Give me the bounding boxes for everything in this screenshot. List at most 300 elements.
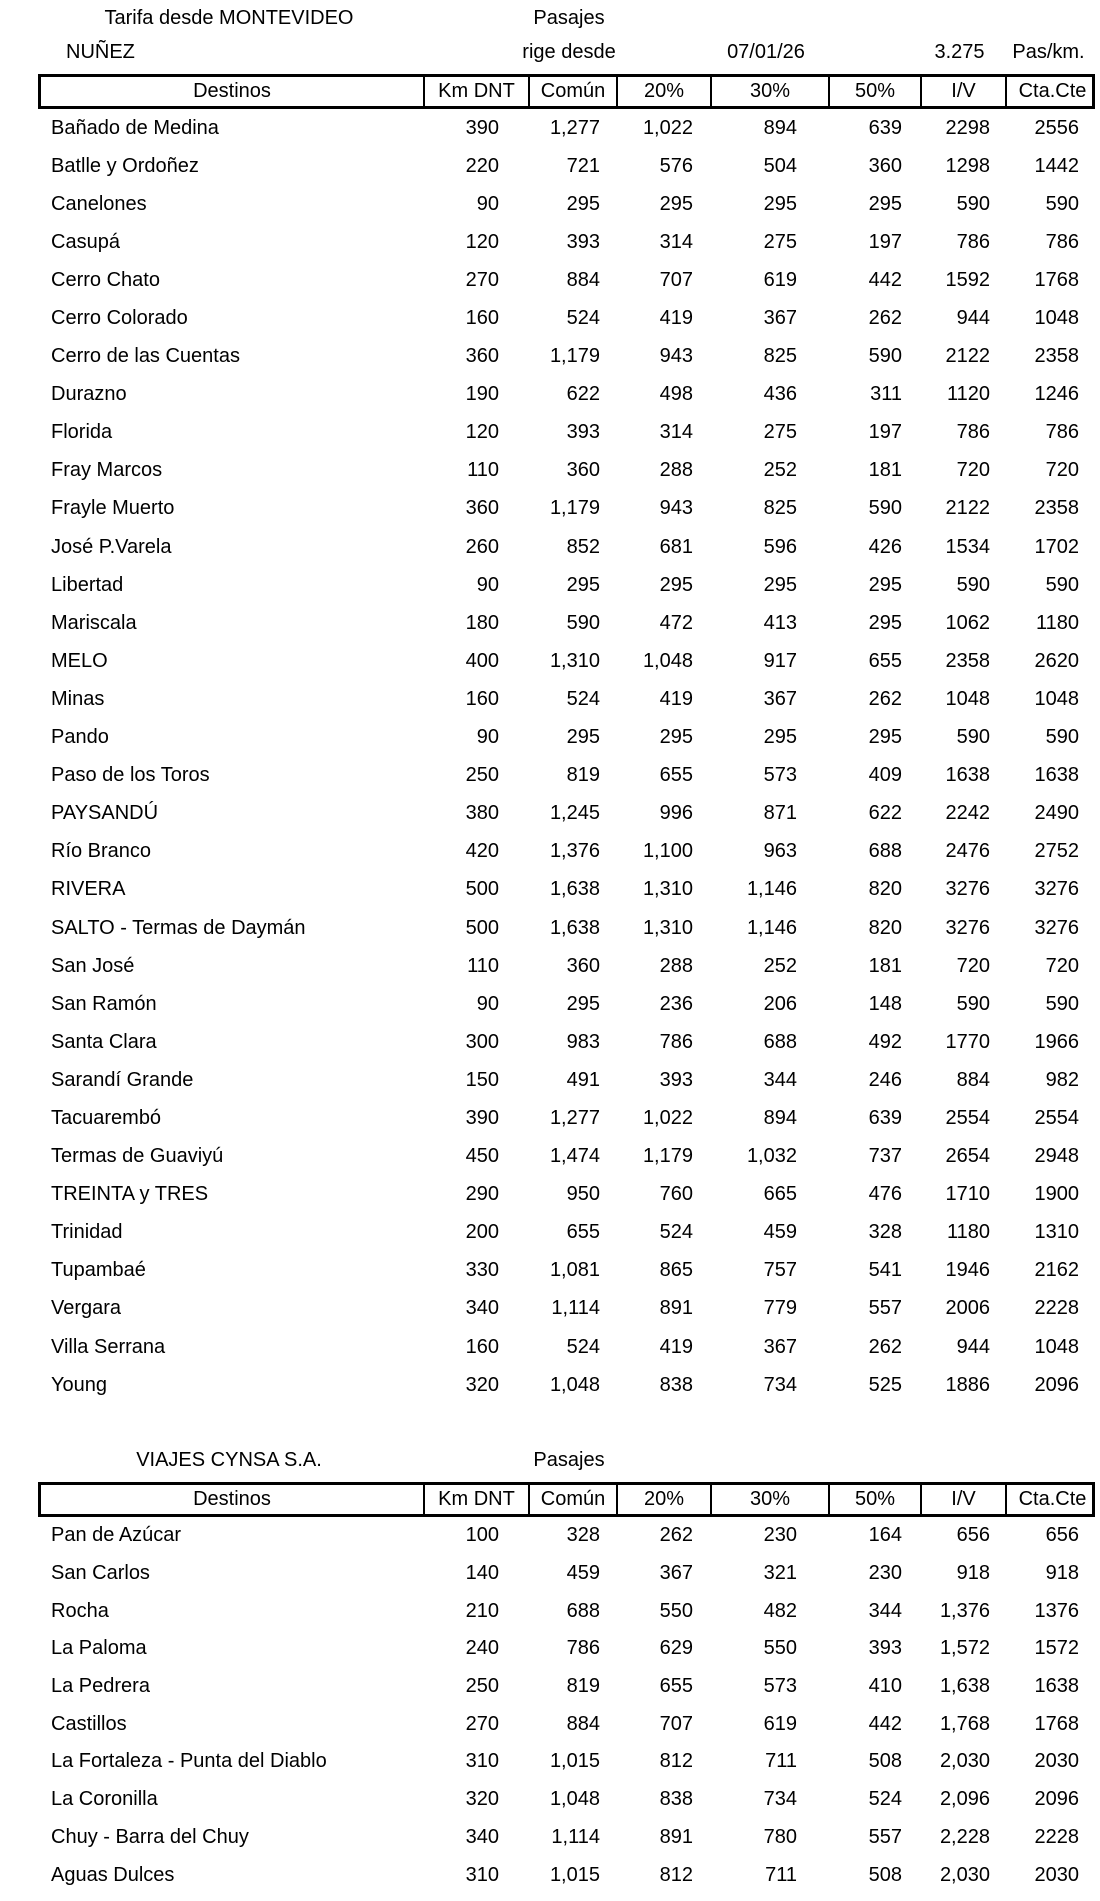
km-dnt-cell: 120: [465, 230, 499, 253]
cta-cte-fare-cell: 1900: [1034, 1183, 1079, 1206]
km-dnt-cell: 360: [465, 345, 499, 368]
km-dnt-cell: 500: [465, 878, 499, 901]
fare-30pct-cell: 734: [763, 1788, 797, 1811]
comun-fare-cell: 688: [566, 1599, 600, 1622]
fare-30pct-cell: 413: [763, 611, 797, 634]
comun-fare-cell: 360: [566, 459, 600, 482]
table-row: [38, 490, 1095, 528]
fare-20pct-cell: 1,310: [642, 878, 693, 901]
destination-cell: Florida: [51, 421, 113, 444]
km-dnt-cell: 300: [465, 1030, 499, 1053]
iv-fare-cell: 3276: [945, 916, 990, 939]
fare-30pct-cell: 504: [763, 154, 797, 177]
fare-20pct-cell: 295: [659, 726, 693, 749]
cta-cte-fare-cell: 590: [1045, 726, 1079, 749]
fare-20pct-cell: 1,100: [642, 840, 693, 863]
table1-company: NUÑEZ: [66, 40, 135, 63]
cta-cte-fare-cell: 1638: [1034, 1675, 1079, 1698]
cta-cte-fare-cell: 982: [1045, 1068, 1079, 1091]
iv-fare-cell: 1,572: [939, 1637, 990, 1660]
fare-30pct-cell: 711: [765, 1750, 797, 1773]
table-row: [38, 528, 1095, 566]
iv-fare-cell: 2006: [945, 1297, 990, 1320]
km-dnt-cell: 220: [465, 154, 499, 177]
table1-caption-line2: [38, 36, 1095, 68]
km-dnt-cell: 160: [465, 307, 499, 330]
comun-fare-cell: 1,015: [549, 1750, 600, 1773]
comun-fare-cell: 524: [566, 1335, 600, 1358]
fare-30pct-cell: 206: [763, 992, 797, 1015]
cta-cte-fare-cell: 1442: [1034, 154, 1079, 177]
comun-fare-cell: 786: [566, 1637, 600, 1660]
table1-title: Tarifa desde MONTEVIDEO: [104, 6, 354, 29]
fare-20pct-cell: 891: [659, 1297, 693, 1320]
km-dnt-cell: 160: [465, 687, 499, 710]
table1-header-iv: I/V: [920, 77, 1005, 106]
fare-20pct-cell: 524: [659, 1221, 693, 1244]
cta-cte-fare-cell: 656: [1045, 1524, 1079, 1547]
comun-fare-cell: 1,114: [551, 1297, 600, 1320]
table1-header-km-dnt: Km DNT: [423, 77, 528, 106]
cta-cte-fare-cell: 2948: [1034, 1145, 1079, 1168]
fare-50pct-cell: 639: [868, 116, 902, 139]
comun-fare-cell: 295: [566, 573, 600, 596]
fare-20pct-cell: 838: [659, 1373, 693, 1396]
destination-cell: La Fortaleza - Punta del Diablo: [51, 1750, 327, 1773]
fare-20pct-cell: 655: [659, 764, 693, 787]
fare-30pct-cell: 482: [763, 1599, 797, 1622]
cta-cte-fare-cell: 590: [1045, 992, 1079, 1015]
km-dnt-cell: 140: [465, 1562, 499, 1585]
table1-header-50pct: 50%: [828, 77, 920, 106]
cta-cte-fare-cell: 2096: [1034, 1788, 1079, 1811]
km-dnt-cell: 290: [465, 1183, 499, 1206]
cta-cte-fare-cell: 720: [1045, 954, 1079, 977]
fare-20pct-cell: 1,022: [642, 1106, 693, 1129]
fare-30pct-cell: 367: [763, 687, 797, 710]
destination-cell: SALTO - Termas de Daymán: [51, 916, 306, 939]
km-dnt-cell: 150: [465, 1068, 499, 1091]
table-row: [38, 1819, 1095, 1857]
iv-fare-cell: 1180: [946, 1221, 990, 1244]
iv-fare-cell: 918: [956, 1562, 990, 1585]
comun-fare-cell: 852: [566, 535, 600, 558]
table-row: [38, 1555, 1095, 1593]
destination-cell: Chuy - Barra del Chuy: [51, 1825, 249, 1848]
iv-fare-cell: 2122: [945, 497, 990, 520]
destination-cell: Cerro Colorado: [51, 307, 188, 330]
fare-50pct-cell: 230: [868, 1562, 902, 1585]
cta-cte-fare-cell: 1180: [1035, 611, 1079, 634]
destination-cell: Bañado de Medina: [51, 116, 219, 139]
table-row: [38, 185, 1095, 223]
comun-fare-cell: 1,277: [549, 1106, 600, 1129]
iv-fare-cell: 786: [956, 230, 990, 253]
iv-fare-cell: 944: [956, 1335, 990, 1358]
iv-fare-cell: 590: [956, 726, 990, 749]
fare-20pct-cell: 1,179: [642, 1145, 693, 1168]
table-row: [38, 985, 1095, 1023]
fare-50pct-cell: 622: [868, 802, 902, 825]
comun-fare-cell: 819: [566, 764, 600, 787]
comun-fare-cell: 884: [566, 1712, 600, 1735]
comun-fare-cell: 393: [566, 230, 600, 253]
table1-header-row: [38, 74, 1095, 109]
destination-cell: Cerro de las Cuentas: [51, 345, 240, 368]
km-dnt-cell: 100: [465, 1524, 499, 1547]
table1-pasajes-label: Pasajes: [533, 6, 605, 29]
destination-cell: Pan de Azúcar: [51, 1524, 182, 1547]
table-row: [38, 1366, 1095, 1404]
table-row: [38, 1743, 1095, 1781]
km-dnt-cell: 190: [465, 383, 499, 406]
comun-fare-cell: 1,015: [549, 1863, 600, 1886]
destination-cell: Tacuarembó: [51, 1106, 162, 1129]
km-dnt-cell: 360: [465, 497, 499, 520]
fare-50pct-cell: 476: [868, 1183, 902, 1206]
cta-cte-fare-cell: 3276: [1034, 916, 1079, 939]
cta-cte-fare-cell: 2752: [1034, 840, 1079, 863]
fare-50pct-cell: 557: [868, 1825, 902, 1848]
fare-50pct-cell: 410: [868, 1675, 902, 1698]
comun-fare-cell: 622: [566, 383, 600, 406]
fare-30pct-cell: 1,146: [746, 878, 797, 901]
cta-cte-fare-cell: 786: [1045, 421, 1079, 444]
table-row: [38, 414, 1095, 452]
iv-fare-cell: 1,638: [939, 1675, 990, 1698]
km-dnt-cell: 240: [465, 1637, 499, 1660]
fare-50pct-cell: 820: [868, 878, 902, 901]
table2-header-km-dnt: Km DNT: [423, 1485, 528, 1514]
comun-fare-cell: 1,376: [549, 840, 600, 863]
table-row: [38, 1856, 1095, 1894]
destination-cell: Batlle y Ordoñez: [51, 154, 199, 177]
fare-30pct-cell: 894: [763, 1106, 797, 1129]
destination-cell: Aguas Dulces: [51, 1863, 175, 1886]
table-row: [38, 1023, 1095, 1061]
destination-cell: Young: [51, 1373, 107, 1396]
fare-20pct-cell: 812: [659, 1750, 693, 1773]
fare-20pct-cell: 838: [659, 1788, 693, 1811]
fare-20pct-cell: 707: [659, 268, 693, 291]
table2-header-cta-cte: Cta.Cte: [1005, 1485, 1098, 1514]
iv-fare-cell: 656: [956, 1524, 990, 1547]
iv-fare-cell: 1638: [945, 764, 990, 787]
fare-20pct-cell: 419: [659, 1335, 693, 1358]
fare-20pct-cell: 996: [659, 802, 693, 825]
fare-20pct-cell: 550: [659, 1599, 693, 1622]
fare-50pct-cell: 426: [868, 535, 902, 558]
cta-cte-fare-cell: 1376: [1034, 1599, 1079, 1622]
table1-rate-unit: Pas/km.: [1012, 40, 1085, 63]
table2-header-destinos: Destinos: [193, 1488, 271, 1510]
fare-50pct-cell: 262: [868, 307, 902, 330]
iv-fare-cell: 2554: [945, 1106, 990, 1129]
fare-30pct-cell: 619: [763, 1712, 797, 1735]
destination-cell: Casupá: [51, 230, 120, 253]
table1-header-30pct: 30%: [710, 77, 828, 106]
fare-20pct-cell: 393: [659, 1068, 693, 1091]
fare-20pct-cell: 419: [659, 307, 693, 330]
fare-30pct-cell: 321: [763, 1562, 797, 1585]
fare-50pct-cell: 197: [868, 230, 902, 253]
km-dnt-cell: 330: [465, 1259, 499, 1282]
km-dnt-cell: 90: [476, 992, 499, 1015]
table-row: [38, 757, 1095, 795]
fare-20pct-cell: 629: [659, 1637, 693, 1660]
cta-cte-fare-cell: 1048: [1034, 1335, 1079, 1358]
fare-50pct-cell: 541: [868, 1259, 902, 1282]
comun-fare-cell: 950: [566, 1183, 600, 1206]
fare-30pct-cell: 1,032: [746, 1145, 797, 1168]
iv-fare-cell: 1592: [945, 268, 990, 291]
fare-20pct-cell: 419: [659, 687, 693, 710]
table-row: [38, 1099, 1095, 1137]
comun-fare-cell: 1,638: [549, 916, 600, 939]
fare-20pct-cell: 655: [659, 1675, 693, 1698]
iv-fare-cell: 590: [956, 992, 990, 1015]
fare-30pct-cell: 295: [763, 573, 797, 596]
fare-20pct-cell: 786: [659, 1030, 693, 1053]
cta-cte-fare-cell: 1768: [1034, 268, 1079, 291]
cta-cte-fare-cell: 1048: [1034, 687, 1079, 710]
table-row: [38, 871, 1095, 909]
iv-fare-cell: 1770: [945, 1030, 990, 1053]
cta-cte-fare-cell: 1310: [1034, 1221, 1079, 1244]
cta-cte-fare-cell: 2162: [1034, 1259, 1079, 1282]
comun-fare-cell: 884: [566, 268, 600, 291]
table-row: [38, 261, 1095, 299]
destination-cell: La Coronilla: [51, 1788, 158, 1811]
comun-fare-cell: 1,081: [549, 1259, 600, 1282]
destination-cell: Cerro Chato: [51, 268, 160, 291]
km-dnt-cell: 90: [476, 573, 499, 596]
destination-cell: Frayle Muerto: [51, 497, 175, 520]
cta-cte-fare-cell: 2556: [1034, 116, 1079, 139]
iv-fare-cell: 2476: [945, 840, 990, 863]
destination-cell: Durazno: [51, 383, 127, 406]
iv-fare-cell: 884: [956, 1068, 990, 1091]
fare-30pct-cell: 252: [763, 954, 797, 977]
table-row: [38, 299, 1095, 337]
table2-header-30pct: 30%: [710, 1485, 828, 1514]
table1-header-comun: Común: [528, 77, 616, 106]
km-dnt-cell: 500: [465, 916, 499, 939]
destination-cell: Castillos: [51, 1712, 127, 1735]
comun-fare-cell: 1,048: [549, 1788, 600, 1811]
comun-fare-cell: 1,179: [549, 497, 600, 520]
cta-cte-fare-cell: 2358: [1034, 345, 1079, 368]
iv-fare-cell: 1534: [945, 535, 990, 558]
fare-50pct-cell: 148: [868, 992, 902, 1015]
comun-fare-cell: 1,114: [551, 1825, 600, 1848]
fare-30pct-cell: 573: [763, 764, 797, 787]
cta-cte-fare-cell: 2228: [1034, 1297, 1079, 1320]
km-dnt-cell: 180: [465, 611, 499, 634]
table-row: [38, 223, 1095, 261]
fare-50pct-cell: 311: [870, 383, 902, 406]
cta-cte-fare-cell: 2228: [1034, 1825, 1079, 1848]
table-row: [38, 947, 1095, 985]
km-dnt-cell: 310: [465, 1863, 499, 1886]
km-dnt-cell: 420: [465, 840, 499, 863]
fare-20pct-cell: 891: [659, 1825, 693, 1848]
fare-20pct-cell: 943: [659, 345, 693, 368]
fare-20pct-cell: 367: [659, 1562, 693, 1585]
iv-fare-cell: 944: [956, 307, 990, 330]
table-row: [38, 1328, 1095, 1366]
iv-fare-cell: 1886: [945, 1373, 990, 1396]
table-row: [38, 376, 1095, 414]
fare-30pct-cell: 596: [763, 535, 797, 558]
destination-cell: MELO: [51, 649, 108, 672]
fare-20pct-cell: 472: [659, 611, 693, 634]
destination-cell: José P.Varela: [51, 535, 172, 558]
comun-fare-cell: 328: [566, 1524, 600, 1547]
fare-30pct-cell: 367: [763, 1335, 797, 1358]
km-dnt-cell: 90: [476, 726, 499, 749]
destination-cell: Termas de Guaviyú: [51, 1145, 224, 1168]
fare-50pct-cell: 246: [868, 1068, 902, 1091]
iv-fare-cell: 1,376: [939, 1599, 990, 1622]
table1-effective-date: 07/01/26: [727, 40, 805, 63]
fare-30pct-cell: 688: [763, 1030, 797, 1053]
table-row: [38, 642, 1095, 680]
km-dnt-cell: 450: [465, 1145, 499, 1168]
fare-50pct-cell: 492: [868, 1030, 902, 1053]
fare-30pct-cell: 619: [763, 268, 797, 291]
fare-50pct-cell: 525: [868, 1373, 902, 1396]
table-row: [38, 1214, 1095, 1252]
destination-cell: Tupambaé: [51, 1259, 146, 1282]
destination-cell: La Paloma: [51, 1637, 147, 1660]
fare-20pct-cell: 1,048: [642, 649, 693, 672]
fare-30pct-cell: 436: [763, 383, 797, 406]
iv-fare-cell: 2,030: [939, 1750, 990, 1773]
fare-20pct-cell: 707: [659, 1712, 693, 1735]
km-dnt-cell: 310: [465, 1750, 499, 1773]
table1-caption-line1: [38, 2, 1095, 34]
fare-30pct-cell: 665: [763, 1183, 797, 1206]
iv-fare-cell: 2358: [945, 649, 990, 672]
table-row: [38, 1061, 1095, 1099]
cta-cte-fare-cell: 1638: [1034, 764, 1079, 787]
table2-header-50pct: 50%: [828, 1485, 920, 1514]
table-row: [38, 1290, 1095, 1328]
km-dnt-cell: 390: [465, 116, 499, 139]
iv-fare-cell: 786: [956, 421, 990, 444]
comun-fare-cell: 459: [566, 1562, 600, 1585]
table-row: [38, 452, 1095, 490]
iv-fare-cell: 1946: [945, 1259, 990, 1282]
comun-fare-cell: 360: [566, 954, 600, 977]
comun-fare-cell: 983: [566, 1030, 600, 1053]
fare-30pct-cell: 711: [765, 1863, 797, 1886]
fare-30pct-cell: 780: [763, 1825, 797, 1848]
km-dnt-cell: 380: [465, 802, 499, 825]
km-dnt-cell: 210: [465, 1599, 499, 1622]
fare-20pct-cell: 314: [659, 230, 693, 253]
destination-cell: Canelones: [51, 192, 147, 215]
table-row: [38, 566, 1095, 604]
fare-30pct-cell: 734: [763, 1373, 797, 1396]
iv-fare-cell: 2242: [945, 802, 990, 825]
fare-30pct-cell: 963: [763, 840, 797, 863]
fare-50pct-cell: 590: [868, 345, 902, 368]
fare-20pct-cell: 865: [659, 1259, 693, 1282]
iv-fare-cell: 1048: [945, 687, 990, 710]
table-row: [38, 833, 1095, 871]
fare-50pct-cell: 639: [868, 1106, 902, 1129]
fare-20pct-cell: 1,022: [642, 116, 693, 139]
destination-cell: La Pedrera: [51, 1675, 150, 1698]
fare-50pct-cell: 524: [868, 1788, 902, 1811]
table-row: [38, 1176, 1095, 1214]
fare-50pct-cell: 360: [868, 154, 902, 177]
fare-50pct-cell: 557: [868, 1297, 902, 1320]
iv-fare-cell: 2654: [945, 1145, 990, 1168]
table2-header-iv: I/V: [920, 1485, 1005, 1514]
fare-50pct-cell: 508: [868, 1750, 902, 1773]
table-row: [38, 109, 1095, 147]
km-dnt-cell: 160: [465, 1335, 499, 1358]
fare-30pct-cell: 252: [763, 459, 797, 482]
cta-cte-fare-cell: 590: [1045, 573, 1079, 596]
fare-30pct-cell: 917: [763, 649, 797, 672]
fare-30pct-cell: 779: [763, 1297, 797, 1320]
table1-header-20pct: 20%: [616, 77, 710, 106]
fare-20pct-cell: 262: [659, 1524, 693, 1547]
table-row: [38, 795, 1095, 833]
fare-20pct-cell: 576: [659, 154, 693, 177]
comun-fare-cell: 295: [566, 192, 600, 215]
destination-cell: Sarandí Grande: [51, 1068, 194, 1091]
fare-50pct-cell: 442: [868, 1712, 902, 1735]
fare-50pct-cell: 262: [868, 1335, 902, 1358]
fare-50pct-cell: 197: [868, 421, 902, 444]
destination-cell: Mariscala: [51, 611, 137, 634]
destination-cell: RIVERA: [51, 878, 126, 901]
km-dnt-cell: 110: [467, 954, 499, 977]
km-dnt-cell: 120: [465, 421, 499, 444]
destination-cell: Santa Clara: [51, 1030, 157, 1053]
cta-cte-fare-cell: 1768: [1034, 1712, 1079, 1735]
fare-20pct-cell: 295: [659, 573, 693, 596]
fare-50pct-cell: 181: [868, 954, 902, 977]
fare-50pct-cell: 295: [868, 611, 902, 634]
table-row: [38, 1781, 1095, 1819]
table2-header-20pct: 20%: [616, 1485, 710, 1514]
comun-fare-cell: 1,277: [549, 116, 600, 139]
fare-30pct-cell: 295: [763, 726, 797, 749]
comun-fare-cell: 1,474: [549, 1145, 600, 1168]
comun-fare-cell: 491: [566, 1068, 600, 1091]
fare-50pct-cell: 262: [868, 687, 902, 710]
fare-50pct-cell: 737: [868, 1145, 902, 1168]
fare-50pct-cell: 164: [868, 1524, 902, 1547]
destination-cell: Vergara: [51, 1297, 122, 1320]
km-dnt-cell: 200: [465, 1221, 499, 1244]
fare-50pct-cell: 295: [868, 573, 902, 596]
cta-cte-fare-cell: 2490: [1034, 802, 1079, 825]
iv-fare-cell: 2,096: [939, 1788, 990, 1811]
table1-header-destinos: Destinos: [193, 80, 271, 102]
destination-cell: Río Branco: [51, 840, 152, 863]
fare-50pct-cell: 344: [868, 1599, 902, 1622]
table1-rige-label: rige desde: [522, 40, 616, 63]
fare-30pct-cell: 367: [763, 307, 797, 330]
comun-fare-cell: 295: [566, 992, 600, 1015]
